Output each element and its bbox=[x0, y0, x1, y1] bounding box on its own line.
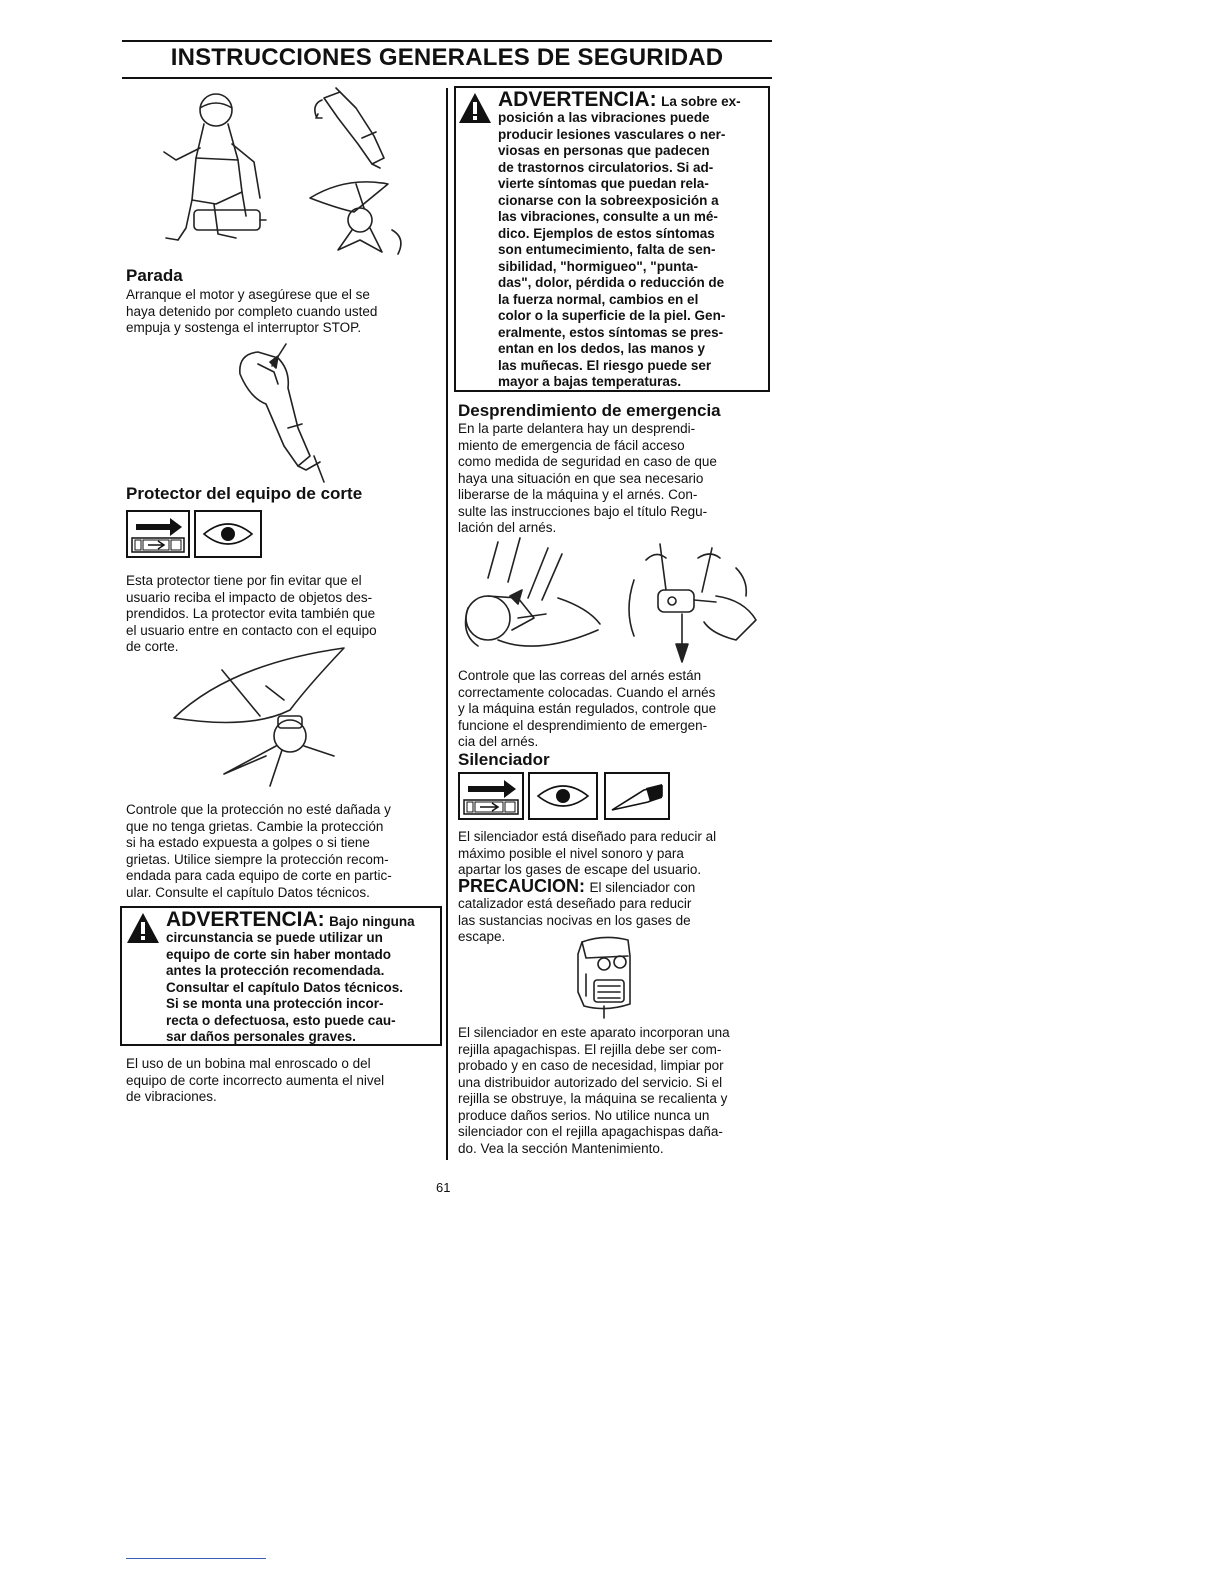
guard-warning-box bbox=[120, 906, 442, 1046]
eye-protection-icon bbox=[194, 510, 262, 558]
warning-triangle-icon bbox=[126, 912, 160, 944]
stop-section-title: Parada bbox=[126, 266, 183, 285]
text-line: ular. Consulte el capítulo Datos técnicos. bbox=[126, 884, 370, 900]
text-line: El silenciador en este aparato incorporan una bbox=[458, 1025, 730, 1040]
warning-lead: Bajo ninguna bbox=[329, 914, 415, 929]
text-line: vierte síntomas que puedan rela- bbox=[498, 176, 709, 191]
warning-text bbox=[498, 110, 725, 391]
operator-illustration bbox=[156, 88, 266, 248]
text-line: producir lesiones vasculares o ner- bbox=[498, 126, 726, 142]
page-title: INSTRUCCIONES GENERALES DE SEGURIDAD bbox=[170, 44, 724, 71]
text-line: En la parte delantera hay un desprendi- bbox=[458, 421, 696, 436]
text-line: circunstancia se puede utilizar un bbox=[166, 930, 383, 945]
column-divider bbox=[446, 88, 448, 1160]
eye-protection-icon bbox=[528, 772, 598, 820]
text-line: dico. Ejemplos de estos síntomas bbox=[498, 225, 715, 241]
stop-section-text bbox=[126, 287, 444, 337]
text-line: probado y en caso de necesidad, limpiar por bbox=[458, 1058, 724, 1073]
text-line: haya una situación en que sea necesario bbox=[458, 470, 704, 486]
text-line: Consultar el capítulo Datos técnicos. bbox=[166, 979, 404, 995]
text-line: viosas en personas que padecen bbox=[498, 143, 710, 158]
hot-surface-icon bbox=[604, 772, 670, 820]
text-line: haya detenido por completo cuando usted bbox=[126, 303, 378, 319]
text-line: rejilla se obstruye, la máquina se recalienta y bbox=[458, 1091, 728, 1106]
read-manual-icon bbox=[126, 510, 190, 558]
text-line: y la máquina están regulados, controle que bbox=[458, 701, 717, 716]
text-line: de trastornos circulatorios. Si ad- bbox=[498, 159, 714, 175]
trimmer-head-illustration bbox=[306, 178, 408, 256]
text-line: empuja y sostenga el interruptor STOP. bbox=[126, 320, 362, 335]
guard-illustration bbox=[170, 646, 350, 790]
text-line: de corte. bbox=[126, 639, 179, 654]
spark-arrestor-text bbox=[458, 1025, 774, 1157]
text-line: do. Vea la sección Mantenimiento. bbox=[458, 1140, 664, 1156]
text-line: produce daños serios. No utilice nunca un bbox=[458, 1107, 710, 1123]
text-line: sulte las instrucciones bajo el título Regu- bbox=[458, 503, 708, 519]
text-line: el usuario entre en contacto con el equipo bbox=[126, 622, 377, 638]
text-line: liberarse de la máquina y el arnés. Con- bbox=[458, 487, 698, 502]
text-line: endada para cada equipo de corte en partic- bbox=[126, 868, 392, 883]
text-line: El silenciador está diseñado para reducir al bbox=[458, 829, 717, 844]
footer-link-line bbox=[126, 1558, 266, 1559]
text-line: rejilla apagachispas. El rejilla debe ser com- bbox=[458, 1041, 722, 1057]
text-line: posición a las vibraciones puede bbox=[498, 110, 710, 125]
text-line: prendidos. La protector evita también que bbox=[126, 606, 376, 621]
text-line: si ha estado expuesta a golpes o si tiene bbox=[126, 835, 370, 850]
text-line: das", dolor, pérdida o reducción de bbox=[498, 275, 725, 290]
text-line: equipo de corte incorrecto aumenta el nivel bbox=[126, 1072, 385, 1088]
warning-heading: ADVERTENCIA: bbox=[498, 88, 657, 111]
text-line: miento de emergencia de fácil acceso bbox=[458, 437, 685, 453]
text-line: las vibraciones, consulte a un mé- bbox=[498, 209, 718, 224]
text-line: El uso de un bobina mal enroscado o del bbox=[126, 1056, 371, 1071]
text-line: apartar los gases de escape del usuario. bbox=[458, 862, 702, 877]
vibration-warning-box bbox=[454, 86, 770, 392]
text-line: como medida de seguridad en caso de que bbox=[458, 454, 717, 469]
warning-text bbox=[166, 930, 403, 1046]
text-line: de vibraciones. bbox=[126, 1089, 217, 1104]
stop-switch-illustration bbox=[228, 344, 338, 482]
text-line: que no tenga grietas. Cambie la protección bbox=[126, 818, 384, 834]
text-line: Esta protector tiene por fin evitar que el bbox=[126, 573, 362, 588]
caution-line bbox=[458, 876, 774, 897]
text-line: antes la protección recomendada. bbox=[166, 963, 385, 978]
muffler-text bbox=[458, 829, 774, 879]
header-top-rule bbox=[122, 40, 772, 42]
text-line: correctamente colocadas. Cuando el arnés bbox=[458, 684, 716, 700]
text-line: cia del arnés. bbox=[458, 734, 539, 749]
caution-heading: PRECAUCION: bbox=[458, 876, 586, 896]
text-line: entan en los dedos, las manos y bbox=[498, 341, 706, 356]
emergency-release-text bbox=[458, 421, 774, 537]
harness-release-illustration bbox=[458, 538, 606, 662]
text-line: color o la superficie de la piel. Gen- bbox=[498, 308, 726, 323]
text-line: equipo de corte sin haber montado bbox=[166, 946, 392, 962]
emergency-release-title: Desprendimiento de emergencia bbox=[458, 401, 721, 420]
guard-section-text bbox=[126, 573, 444, 656]
text-line: máximo posible el nivel sonoro y para bbox=[458, 845, 684, 861]
text-line: lación del arnés. bbox=[458, 520, 557, 535]
handle-rotation-illustration bbox=[310, 88, 392, 168]
text-line: una distribuidor autorizado del servicio. Si el bbox=[458, 1074, 723, 1090]
text-line: catalizador está deseñado para reducir bbox=[458, 896, 692, 911]
harness-check-text bbox=[458, 668, 774, 751]
text-line: sar daños personales graves. bbox=[166, 1029, 356, 1044]
vibration-note-text bbox=[126, 1056, 444, 1106]
muffler-illustration bbox=[570, 934, 640, 1018]
caution-lead: El silenciador con bbox=[589, 880, 696, 895]
text-line: silenciador con el rejilla apagachispas daña- bbox=[458, 1124, 723, 1139]
muffler-section-title: Silenciador bbox=[458, 750, 550, 769]
text-line: la fuerza normal, cambios en el bbox=[498, 291, 699, 307]
text-line: Arranque el motor y asegúrese que el se bbox=[126, 287, 370, 302]
read-manual-icon bbox=[458, 772, 524, 820]
text-line: mayor a bajas temperaturas. bbox=[498, 374, 682, 389]
text-line: escape. bbox=[458, 929, 506, 944]
text-line: eralmente, estos síntomas se pres- bbox=[498, 324, 724, 340]
text-line: cionarse con la sobreexposición a bbox=[498, 192, 719, 208]
text-line: las sustancias nocivas en los gases de bbox=[458, 912, 691, 928]
text-line: Si se monta una protección incor- bbox=[166, 996, 384, 1011]
text-line: sibilidad, "hormigueo", "punta- bbox=[498, 258, 698, 274]
guard-check-text bbox=[126, 802, 444, 901]
guard-section-title: Protector del equipo de corte bbox=[126, 484, 363, 503]
header-bottom-rule bbox=[122, 77, 772, 79]
text-line: grietas. Utilice siempre la protección recom- bbox=[126, 851, 389, 867]
harness-adjust-illustration bbox=[616, 540, 762, 664]
text-line: recta o defectuosa, esto puede cau- bbox=[166, 1012, 396, 1028]
page-number: 61 bbox=[436, 1180, 451, 1195]
text-line: las muñecas. El riesgo puede ser bbox=[498, 357, 712, 373]
warning-heading: ADVERTENCIA: bbox=[166, 908, 325, 931]
text-line: funcione el desprendimiento de emergen- bbox=[458, 717, 708, 733]
warning-triangle-icon bbox=[458, 92, 492, 124]
text-line: son entumecimiento, falta de sen- bbox=[498, 242, 716, 257]
warning-lead: La sobre ex- bbox=[661, 94, 741, 109]
text-line: usuario reciba el impacto de objetos des- bbox=[126, 589, 373, 605]
text-line: Controle que las correas del arnés están bbox=[458, 668, 702, 683]
text-line: Controle que la protección no esté dañada y bbox=[126, 802, 391, 817]
